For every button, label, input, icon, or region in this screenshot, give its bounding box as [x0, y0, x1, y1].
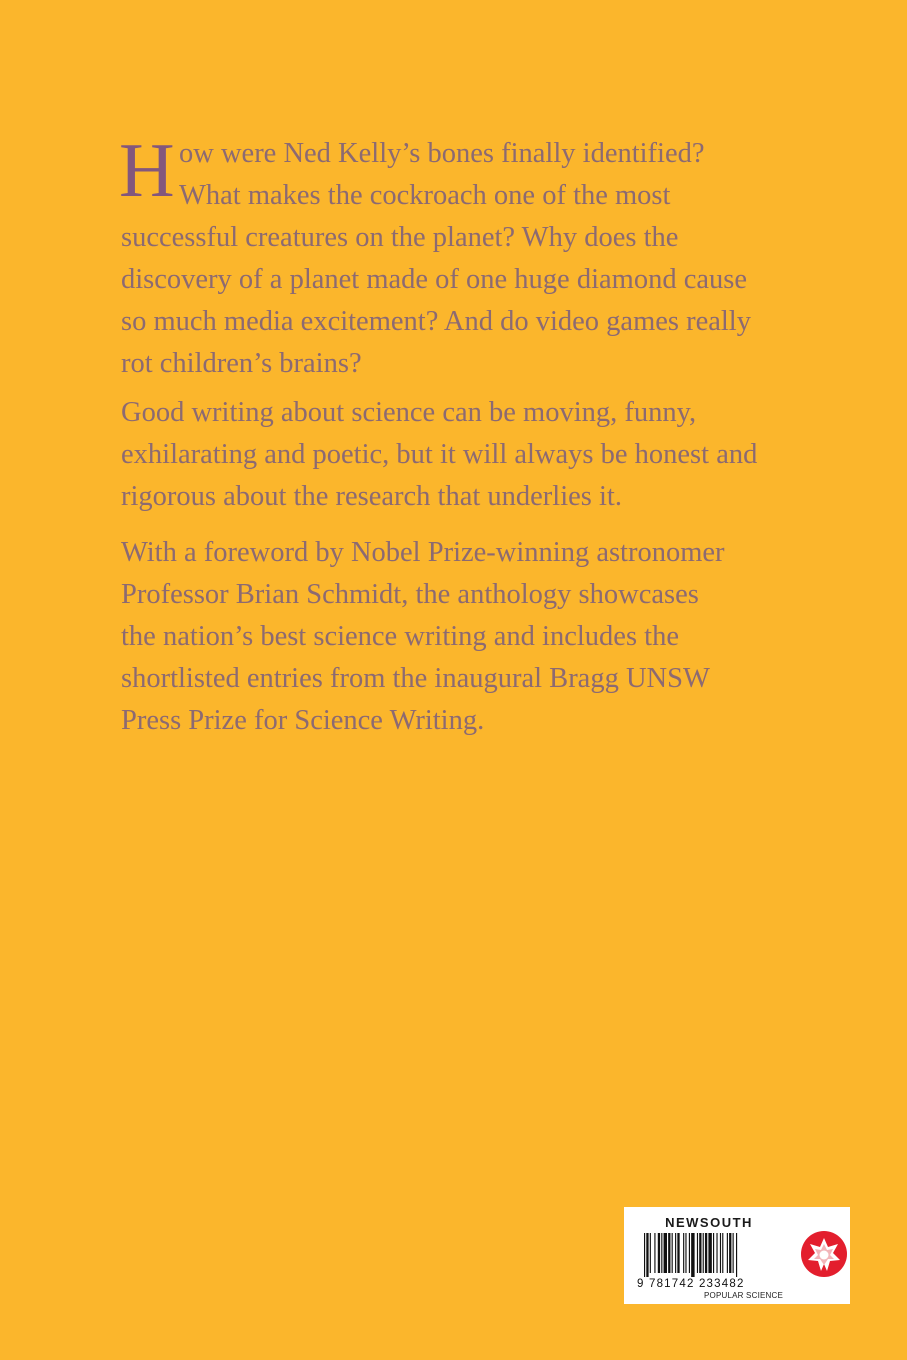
blurb-line: successful creatures on the planet? Why does the — [121, 222, 679, 253]
drop-cap: H — [119, 127, 175, 213]
barcode-panel — [624, 1207, 850, 1304]
blurb-line: Professor Brian Schmidt, the anthology showcases — [121, 579, 699, 610]
barcode-bars — [644, 1233, 784, 1277]
blurb-line: ow were Ned Kelly’s bones finally identified? — [179, 138, 705, 169]
blurb-paragraph-3 — [121, 532, 725, 742]
category-label: POPULAR SCIENCE — [704, 1291, 784, 1300]
blurb-line: With a foreword by Nobel Prize-winning astronomer — [121, 537, 725, 568]
blurb-paragraph-2 — [121, 392, 757, 518]
blurb-line: Press Prize for Science Writing. — [121, 705, 485, 736]
blurb-paragraph-1 — [119, 127, 751, 385]
blurb-line: rot children’s brains? — [121, 348, 362, 379]
geometric-star-logo-icon — [800, 1230, 848, 1278]
blurb-line: discovery of a planet made of one huge diamond cause — [121, 264, 747, 295]
publisher-name: NEWSOUTH — [665, 1215, 753, 1230]
blurb-line: rigorous about the research that underlies it. — [121, 481, 622, 512]
isbn-number: 9 781742 233482 — [637, 1278, 745, 1290]
blurb-line: so much media excitement? And do video games really — [121, 306, 751, 337]
blurb-line: What makes the cockroach one of the most — [179, 180, 671, 211]
blurb-line: the nation’s best science writing and includes the — [121, 621, 679, 652]
blurb-line: shortlisted entries from the inaugural Bragg UNSW — [121, 663, 710, 694]
blurb-line: exhilarating and poetic, but it will always be honest and — [121, 439, 758, 470]
blurb-line: Good writing about science can be moving, funny, — [121, 397, 697, 428]
